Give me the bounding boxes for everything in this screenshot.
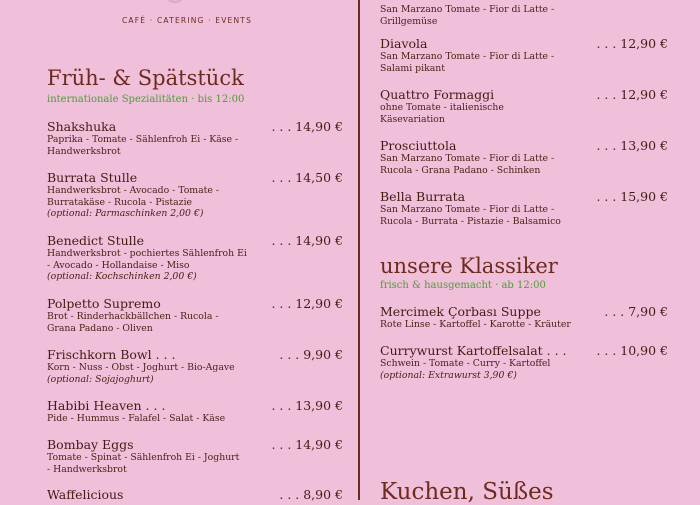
- item-desc-line: Rucola - Burrata - Pistazie - Balsamico: [380, 215, 561, 227]
- item-price: . . . 14,90 €: [271, 119, 343, 134]
- item-price: . . . 12,90 €: [596, 87, 668, 102]
- item-desc-line: Tomate - Spinat - Sählenfroh Ei - Joghurt: [47, 452, 240, 463]
- item-price: . . . 12,90 €: [596, 36, 668, 51]
- item-price: . . . 9,90 €: [279, 347, 343, 362]
- section-subtitle-fruehstueck: internationale Spezialitäten · bis 12:00: [47, 94, 245, 105]
- item-price: . . . 14,90 €: [271, 437, 343, 452]
- item-name: Burrata Stulle: [47, 170, 138, 185]
- item-description: [47, 452, 239, 475]
- item-price: . . . 15,90 €: [596, 189, 668, 204]
- item-desc-line: Brot - Rinderhackbällchen - Rucola -: [47, 311, 219, 322]
- item-desc-line: San Marzano Tomate - Fior di Latte -: [380, 204, 555, 215]
- item-desc-line: Salami pikant: [380, 62, 445, 74]
- item-desc-line: - Avocado - Hollandaise - Miso: [47, 259, 190, 271]
- item-name: Habibi Heaven . . .: [47, 398, 166, 413]
- item-description: [380, 358, 550, 381]
- logo-script-graphic: [140, 0, 290, 8]
- item-desc-line: Rote Linse - Kartoffel - Karotte - Kräuter: [380, 319, 571, 330]
- item-desc-line: Korn - Nuss - Obst - Joghurt - Bio-Agave: [47, 362, 235, 373]
- item-optional: (optional: Kochschinken 2,00 €): [47, 271, 197, 282]
- section-title-klassiker: unsere Klassiker: [380, 254, 558, 278]
- item-desc-line: San Marzano Tomate - Fior di Latte -: [380, 153, 555, 164]
- column-divider: [358, 0, 360, 500]
- item-desc-line: Grillgemüse: [380, 15, 438, 27]
- item-price: . . . 13,90 €: [271, 398, 343, 413]
- item-desc-line: San Marzano Tomate - Fior di Latte -: [380, 51, 555, 62]
- item-description: [380, 4, 554, 27]
- item-price: . . . 12,90 €: [271, 296, 343, 311]
- item-description: [47, 185, 219, 220]
- section-title-fruehstueck: Früh- & Spätstück: [47, 66, 244, 90]
- item-description: [380, 51, 554, 74]
- item-price: . . . 14,90 €: [271, 233, 343, 248]
- item-name: Currywurst Kartoffelsalat . . .: [380, 343, 567, 358]
- item-price: . . . 13,90 €: [596, 138, 668, 153]
- item-name: Polpetto Supremo: [47, 296, 161, 311]
- item-name: Quattro Formaggi: [380, 87, 495, 102]
- item-name: Bella Burrata: [380, 189, 466, 204]
- item-optional: (optional: Sojajoghurt): [47, 373, 154, 385]
- item-desc-line: Burratakäse - Rucola - Pistazie: [47, 196, 193, 208]
- item-description: [380, 319, 571, 331]
- section-subtitle-klassiker: frisch & hausgemacht · ab 12:00: [380, 280, 546, 291]
- item-price: . . . 14,50 €: [271, 170, 343, 185]
- item-name: Frischkorn Bowl . . .: [47, 347, 176, 362]
- item-desc-line: - Handwerksbrot: [47, 463, 127, 475]
- item-description: [47, 248, 247, 283]
- item-name: Prosciuttola: [380, 138, 457, 153]
- item-name: Waffelicious: [47, 487, 124, 502]
- item-desc-line: Schwein - Tomate - Curry - Kartoffel: [380, 358, 551, 369]
- item-name: Mercimek Çorbası Suppe: [380, 304, 541, 319]
- item-desc-line: San Marzano Tomate - Fior di Latte -: [380, 4, 555, 15]
- item-name: Diavola: [380, 36, 428, 51]
- item-name: Bombay Eggs: [47, 437, 134, 452]
- item-description: [47, 134, 238, 157]
- item-desc-line: Handwerksbrot: [47, 145, 121, 157]
- tagline: CAFÉ · CATERING · EVENTS: [122, 16, 253, 25]
- item-desc-line: Handwerksbrot - pochiertes Sählenfroh Ei: [47, 248, 247, 259]
- section-title-kuchen: Kuchen, Süßes: [380, 479, 554, 505]
- item-desc-line: Rucola - Grana Padano - Schinken: [380, 164, 541, 176]
- item-description: [380, 153, 554, 176]
- item-description: [47, 413, 225, 425]
- item-desc-line: Pide - Hummus - Falafel - Salat - Käse: [47, 413, 226, 424]
- item-name: Benedict Stulle: [47, 233, 145, 248]
- item-optional: (optional: Parmaschinken 2,00 €): [47, 208, 204, 219]
- item-desc-line: Käsevariation: [380, 113, 445, 125]
- item-description: [380, 204, 561, 227]
- item-description: [380, 102, 504, 125]
- item-name: Shakshuka: [47, 119, 117, 134]
- item-optional: (optional: Extrawurst 3,90 €): [380, 369, 517, 381]
- item-desc-line: Handwerksbrot - Avocado - Tomate -: [47, 185, 219, 196]
- item-desc-line: ohne Tomate - italienische: [380, 102, 504, 113]
- item-price: . . . 7,90 €: [604, 304, 668, 319]
- item-price: . . . 10,90 €: [596, 343, 668, 358]
- item-description: [47, 362, 235, 385]
- item-desc-line: Paprika - Tomate - Sählenfroh Ei - Käse -: [47, 134, 239, 145]
- item-desc-line: Grana Padano - Oliven: [47, 322, 153, 334]
- item-price: . . . 8,90 €: [279, 487, 343, 502]
- item-description: [47, 311, 218, 334]
